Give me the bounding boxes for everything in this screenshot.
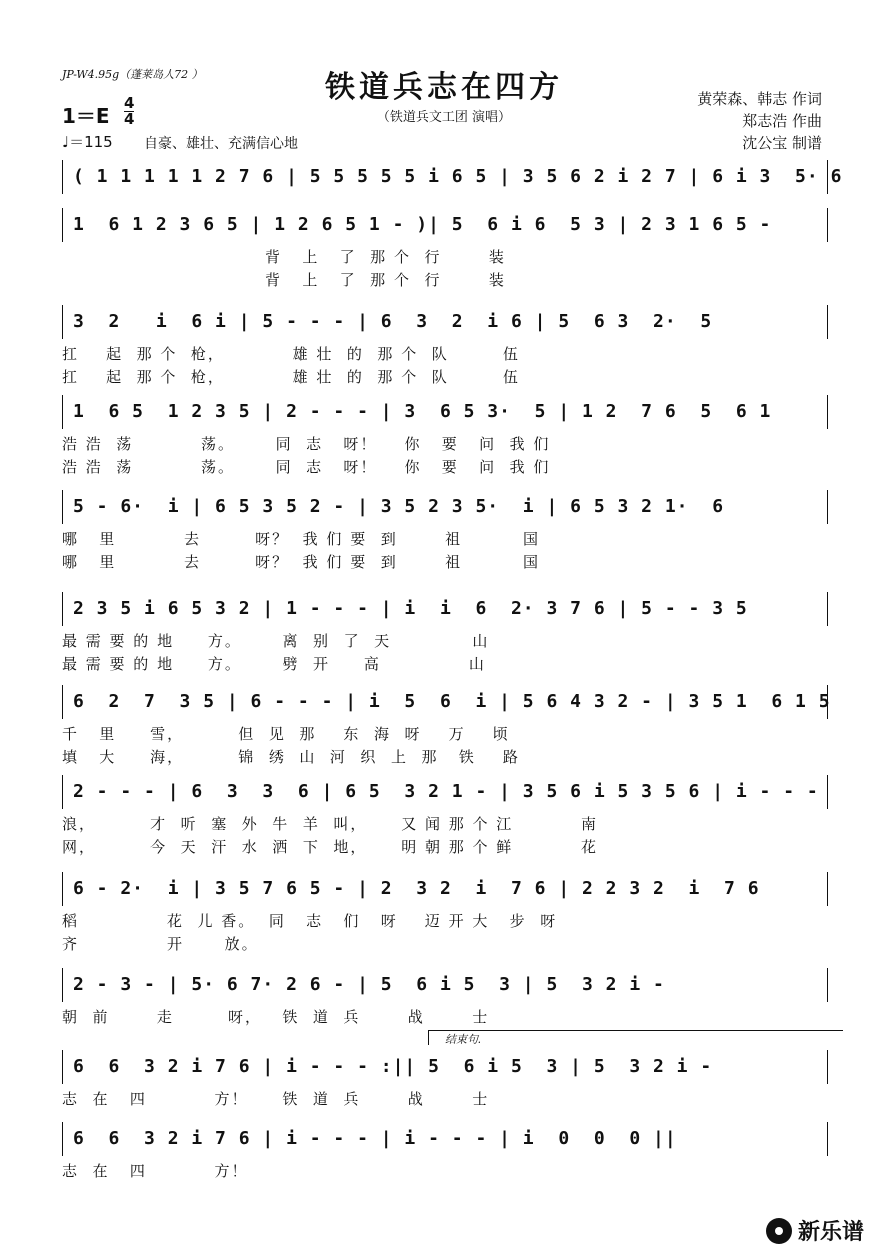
tempo-mark: ♩＝115 (62, 133, 113, 151)
lyric-line: 扛 起 那 个 枪， 雄 壮 的 那 个 队 伍 (62, 368, 520, 386)
score-row (62, 208, 828, 242)
notation-line: 5 - 6· i | 6 5 3 5 2 - | 3 5 2 3 5· i | 6 5 3 2 1· 6 (73, 496, 725, 517)
notation-line: 1 6 1 2 3 6 5 | 1 2 6 5 1 - )| 5 6 i 6 5 3 | 2 3 1 6 5 - (73, 214, 772, 235)
performer-subtitle: （铁道兵文工团 演唱） (376, 110, 512, 125)
software-label: JP-W4.95g（蓬莱岛人72 ） (62, 68, 203, 81)
lyric-line: 千 里 雪， 但 见 那 东 海 呀 万 顷 (62, 725, 510, 743)
score-row (62, 592, 828, 626)
time-signature (124, 96, 134, 127)
notation-line: 2 - - - | 6 3 3 6 | 6 5 3 2 1 - | 3 5 6 i 5 3 5 6 | i - - - (73, 781, 819, 802)
meter-bottom: 4 (124, 110, 135, 128)
notation-line: 6 2 7 3 5 | 6 - - - | i 5 6 i | 5 6 4 3 2 - | 3 5 1 6 1 5 (73, 691, 831, 712)
score-row (62, 490, 828, 524)
expression-mark: 自豪、雄壮、充满信心地 (144, 136, 298, 152)
meter-top: 4 (124, 94, 135, 112)
lyric-line: 浩 浩 荡 荡。 同 志 呀！ 你 要 问 我 们 (62, 435, 551, 453)
lyric-line: 最 需 要 的 地 方。 离 别 了 天 山 (62, 632, 490, 650)
lyricist-credit: 黄荣森、韩志 作词 (697, 90, 822, 108)
score-row (62, 685, 831, 719)
lyric-line: 扛 起 那 个 枪， 雄 壮 的 那 个 队 伍 (62, 345, 520, 363)
site-logo (766, 1215, 864, 1246)
transcriber-credit: 沈公宝 制谱 (742, 134, 822, 152)
notation-line: 6 6 3 2 i 7 6 | i - - - :|| 5 6 i 5 3 | 5 3 2 i - (73, 1056, 713, 1077)
notation-line: 3 2 i 6 i | 5 - - - | 6 3 2 i 6 | 5 6 3 2· 5 (73, 311, 713, 332)
notation-line: 2 - 3 - | 5· 6 7· 2 6 - | 5 6 i 5 3 | 5 3 2 i - (73, 974, 665, 995)
lyric-line: 志 在 四 方！ 铁 道 兵 战 士 (62, 1090, 490, 1108)
lyric-line: 网， 今 天 汗 水 洒 下 地， 明 朝 那 个 鲜 花 (62, 838, 598, 856)
score-row (62, 968, 828, 1002)
lyric-line: 朝 前 走 呀， 铁 道 兵 战 士 (62, 1008, 490, 1026)
lyric-line: 志 在 四 方！ (62, 1162, 249, 1180)
notation-line: 2 3 5 i 6 5 3 2 | 1 - - - | i i 6 2· 3 7 6 | 5 - - 3 5 (73, 598, 748, 619)
lyric-line: 背 上 了 那 个 行 装 (62, 248, 506, 266)
notation-line: 6 - 2· i | 3 5 7 6 5 - | 2 3 2 i 7 6 | 2 2 3 2 i 7 6 (73, 878, 760, 899)
notation-line: 1 6 5 1 2 3 5 | 2 - - - | 3 6 5 3· 5 | 1 2 7 6 5 6 1 (73, 401, 772, 422)
composer-credit: 郑志浩 作曲 (742, 112, 822, 130)
score-row (62, 872, 828, 906)
lyric-line: 哪 里 去 呀？ 我 们 要 到 祖 国 (62, 553, 541, 571)
score-row (62, 775, 828, 809)
record-icon (766, 1218, 792, 1244)
notation-line: ( 1 1 1 1 1 2 7 6 | 5 5 5 5 5 i 6 5 | 3 5 6 2 i 2 7 | 6 i 3 5· 6 (73, 166, 843, 187)
score-row (62, 305, 828, 339)
lyric-line: 最 需 要 的 地 方。 劈 开 高 山 (62, 655, 486, 673)
score-row (62, 395, 828, 429)
lyric-line: 齐 开 放。 (62, 935, 259, 953)
logo-text: 新乐谱 (797, 1220, 864, 1245)
lyric-line: 填 大 海， 锦 绣 山 河 织 上 那 铁 路 (62, 748, 520, 766)
lyric-line: 稻 花 儿 香。 同 志 们 呀 迈 开 大 步 呀 (62, 912, 558, 930)
score-row (62, 1050, 828, 1084)
lyric-line: 哪 里 去 呀？ 我 们 要 到 祖 国 (62, 530, 541, 548)
score-row (62, 1122, 828, 1156)
ending-bracket: 结束句. (428, 1030, 843, 1045)
notation-line: 6 6 3 2 i 7 6 | i - - - | i - - - | i 0 0 0 || (73, 1128, 677, 1149)
lyric-line: 背 上 了 那 个 行 装 (62, 271, 506, 289)
lyric-line: 浩 浩 荡 荡。 同 志 呀！ 你 要 问 我 们 (62, 458, 551, 476)
lyric-line: 浪， 才 听 塞 外 牛 羊 叫， 又 闻 那 个 江 南 (62, 815, 598, 833)
key-signature: 1＝E (62, 104, 110, 128)
score-row (62, 160, 843, 194)
song-title: 铁道兵志在四方 (325, 70, 563, 105)
